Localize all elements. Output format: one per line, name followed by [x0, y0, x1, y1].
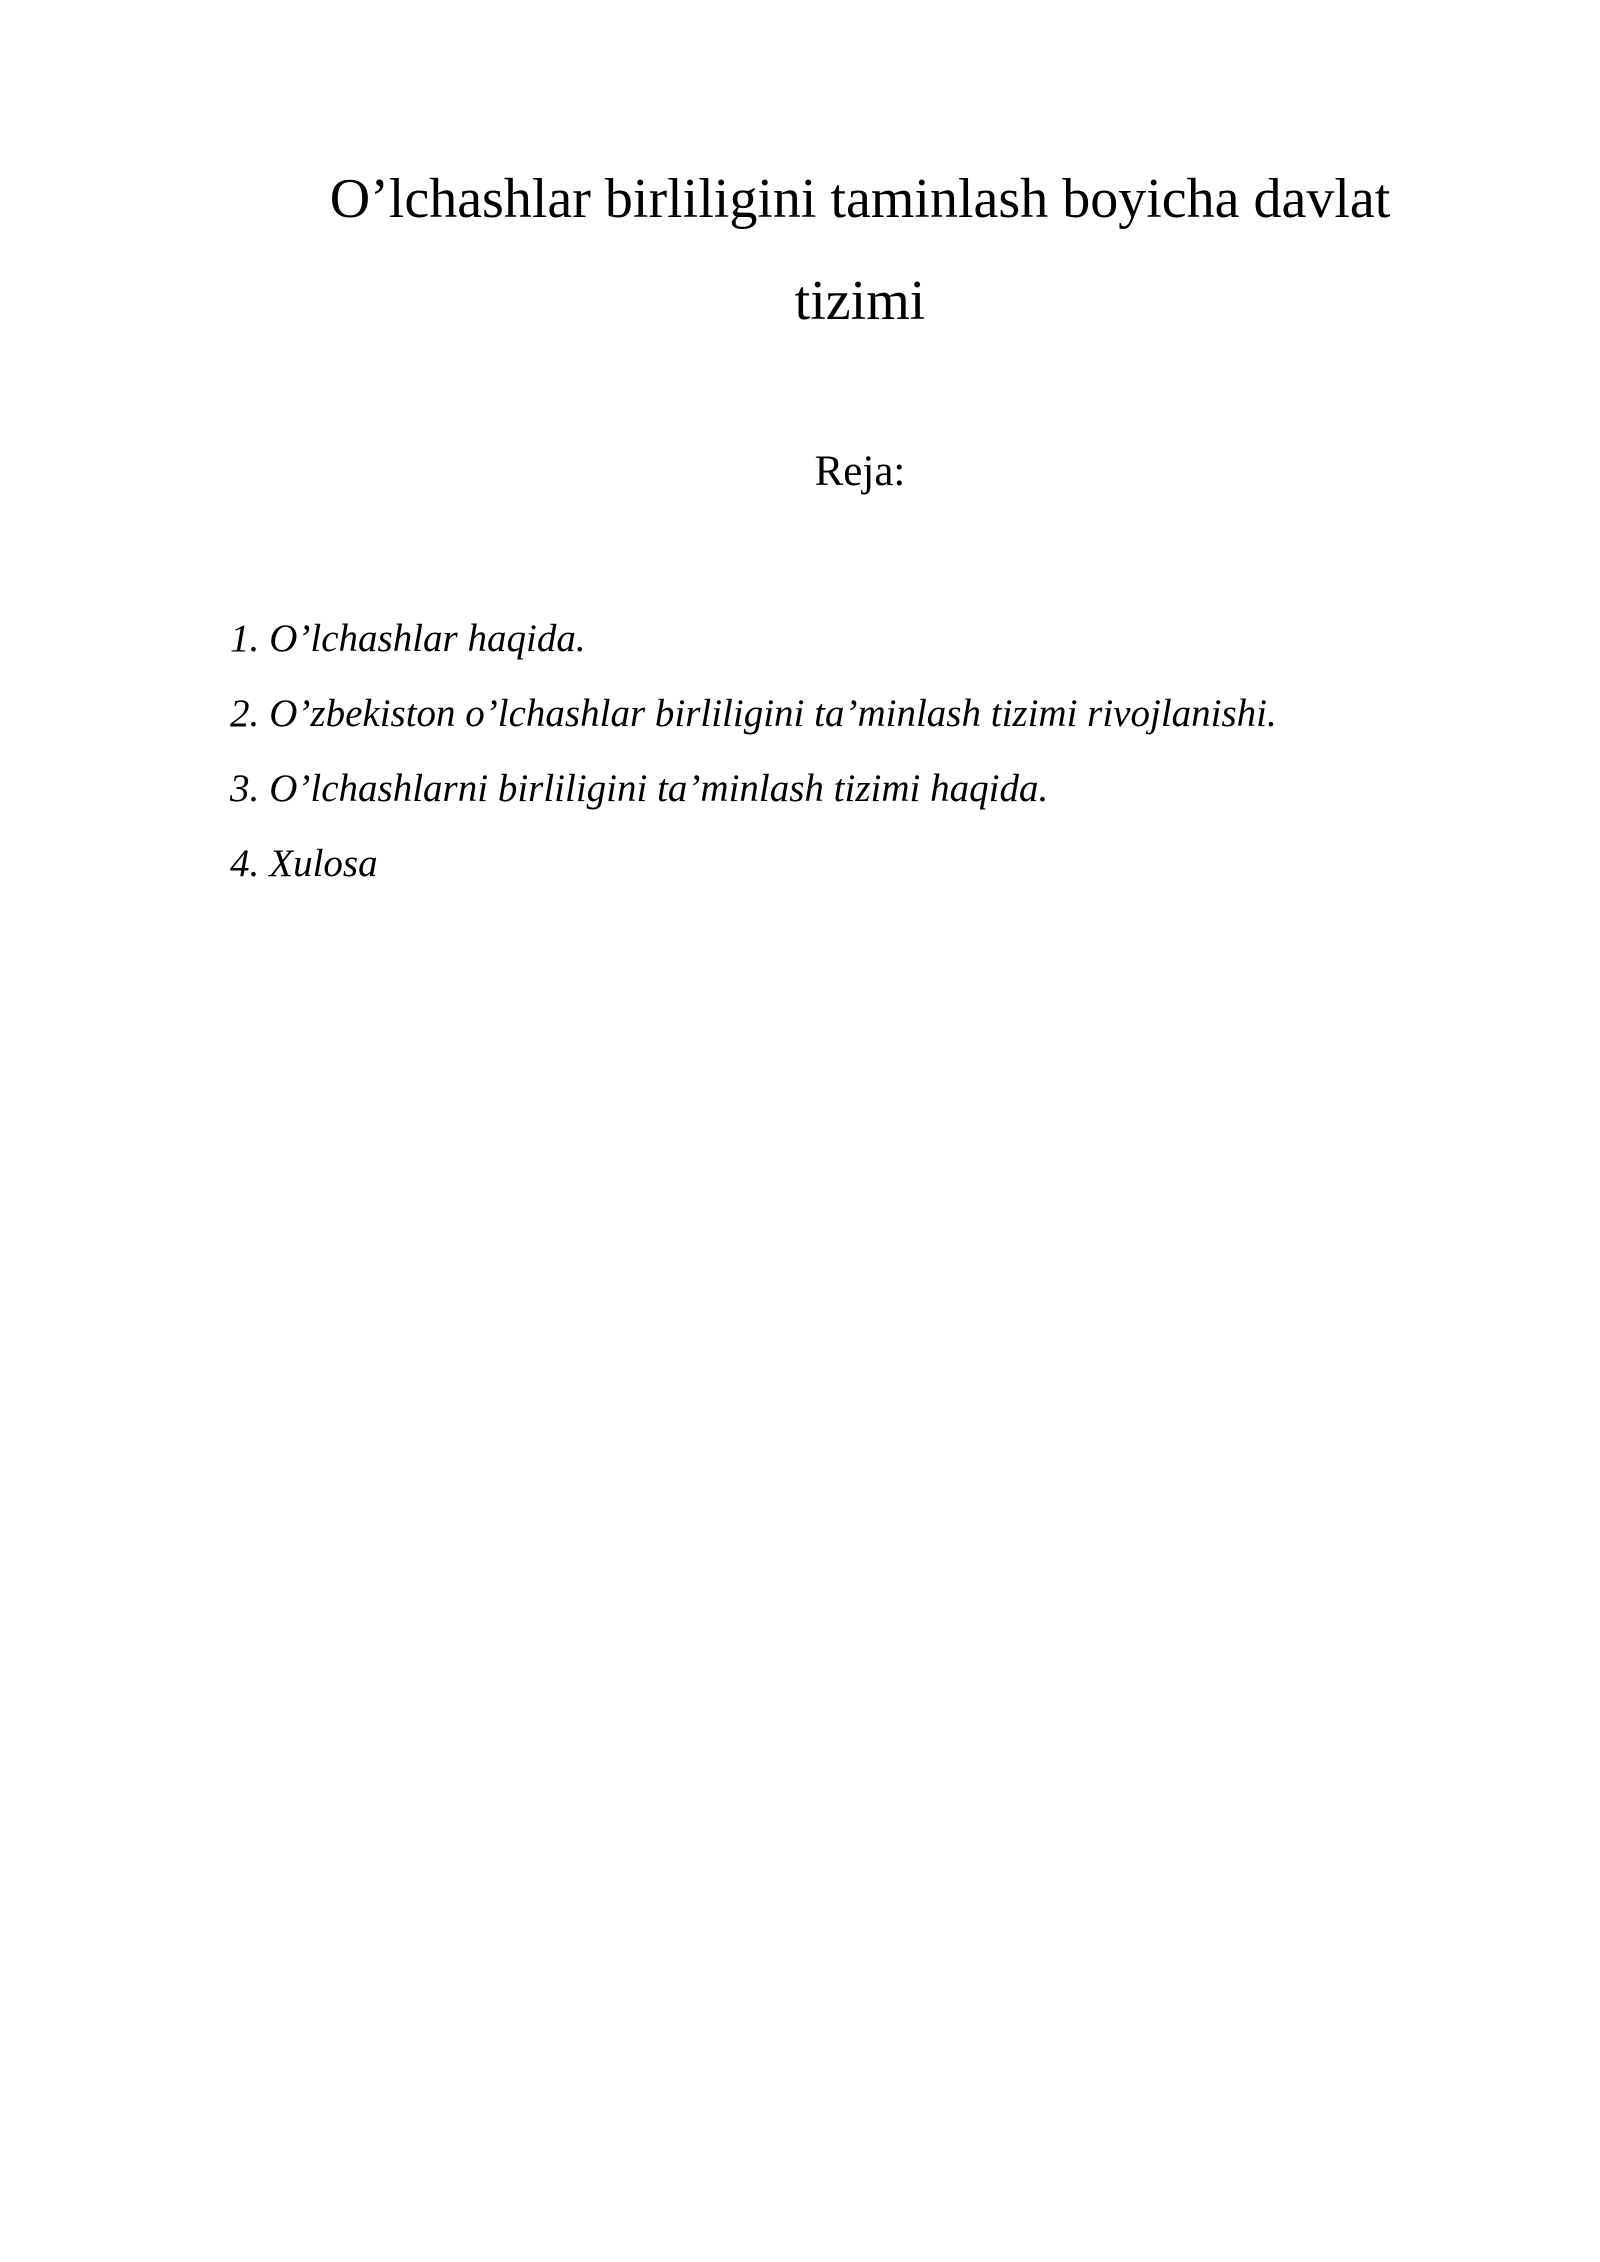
plan-heading: Reja: [814, 448, 906, 495]
plan-item-3 [230, 757, 1490, 832]
plan-item-text: Xulosa [269, 842, 378, 885]
plan-item-4 [230, 832, 1490, 907]
plan-list [230, 607, 1490, 907]
plan-item-text: O’lchashlar haqida. [269, 617, 586, 660]
plan-item-number: 1. [230, 617, 260, 660]
plan-item-text: O’lchashlarni birliligini ta’minlash tizimi haqida. [269, 767, 1049, 810]
plan-item-2 [230, 682, 1490, 757]
plan-item-text: O’zbekiston o’lchashlar birliligini ta’minlash tizimi rivojlanishi. [269, 692, 1277, 735]
document-title [230, 148, 1490, 352]
title-line-2: tizimi [794, 270, 926, 332]
plan-item-number: 2. [230, 692, 260, 735]
title-line-1: O’lchashlar birliligini taminlash boyicha davlat [329, 168, 1391, 230]
plan-item-number: 3. [230, 767, 260, 810]
plan-item-1 [230, 607, 1490, 682]
plan-item-number: 4. [230, 842, 260, 885]
